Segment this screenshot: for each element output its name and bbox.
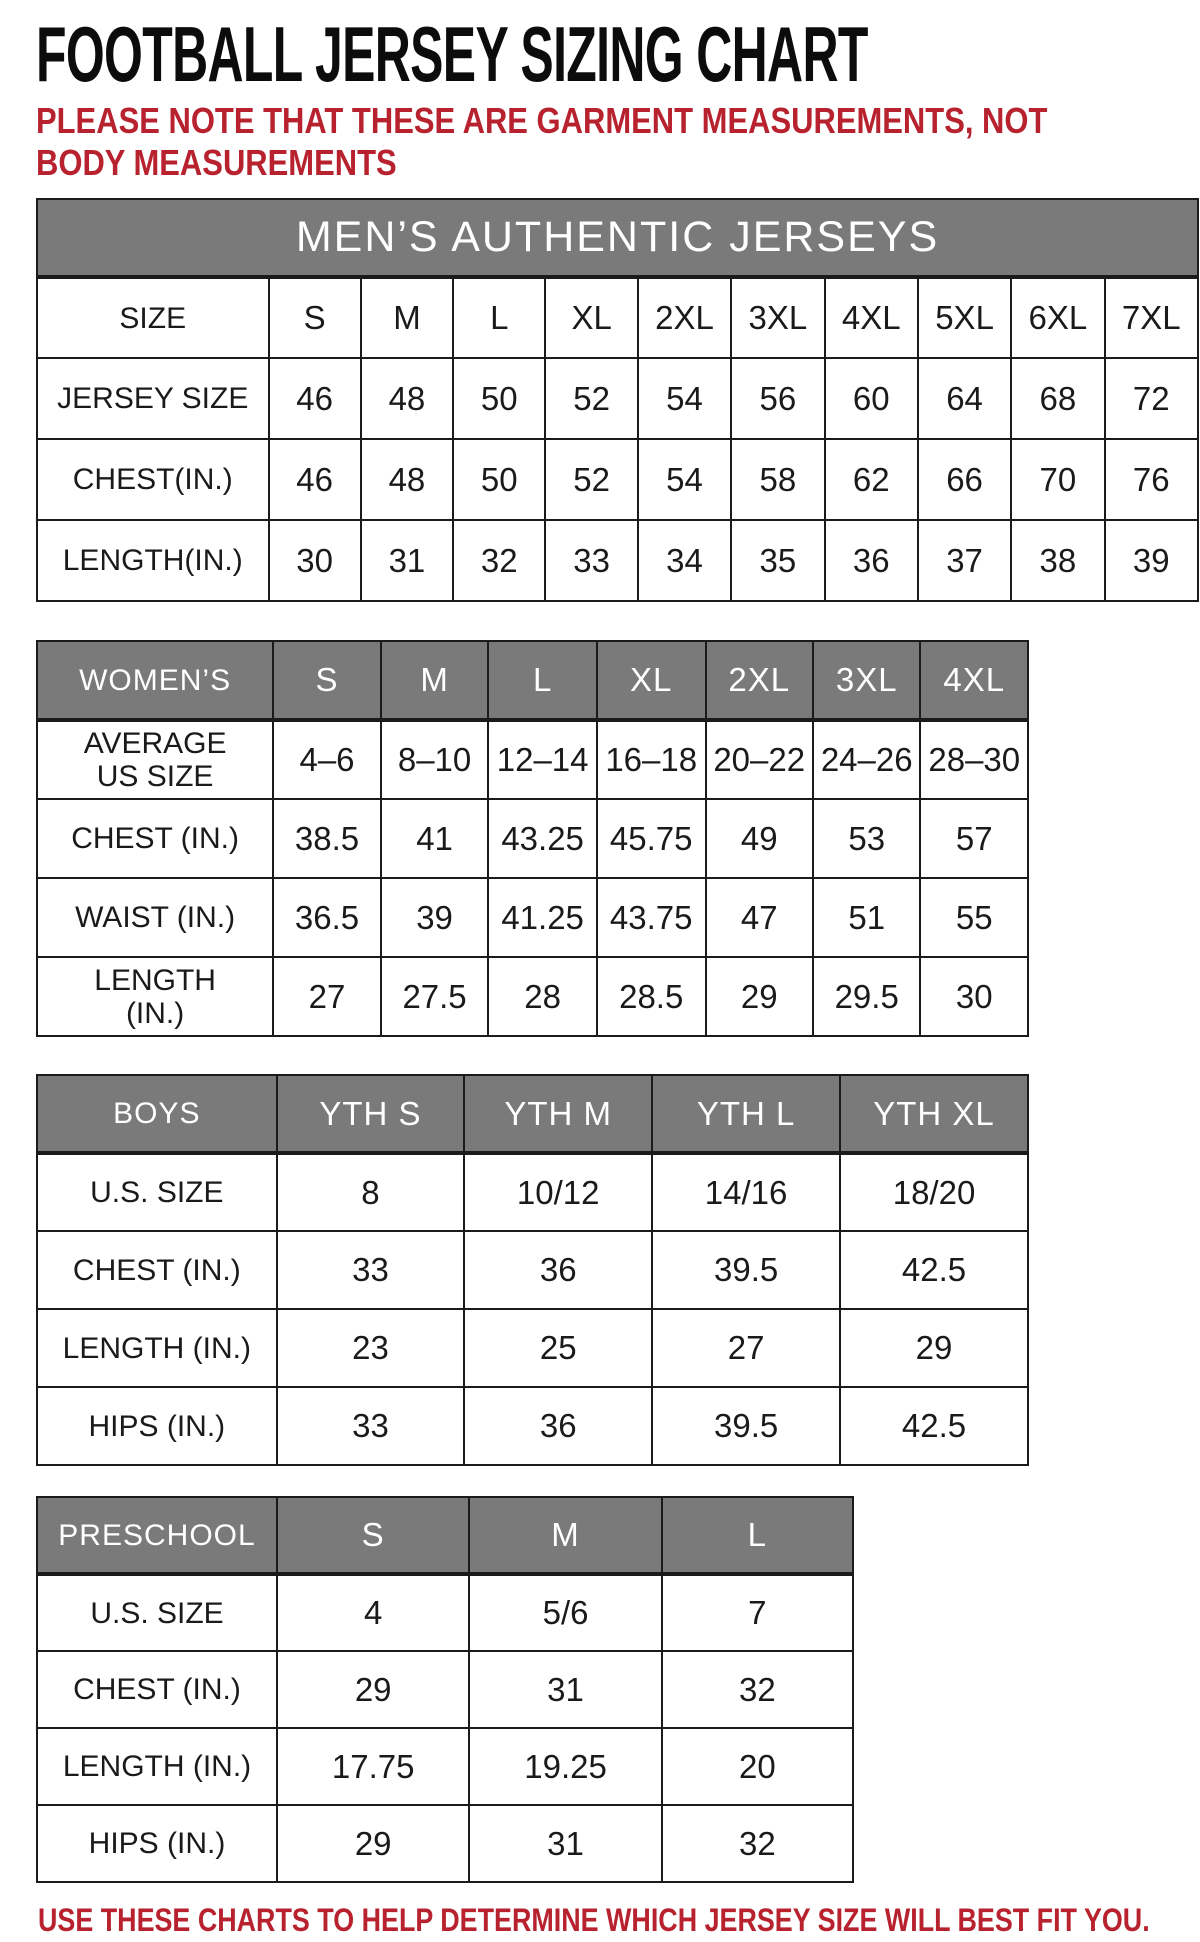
preschool-corner-header: PRESCHOOL [37,1497,277,1574]
size-value-cell: 38 [1011,520,1104,601]
footer-note: USE THESE CHARTS TO HELP DETERMINE WHICH JERSEY SIZE WILL BEST FIT YOU. [38,1902,1150,1938]
page-title: FOOTBALL JERSEY SIZING CHART [36,10,868,98]
size-value-cell: 30 [920,957,1028,1036]
table-row [37,1153,1028,1231]
size-value-cell: 4 [277,1574,469,1651]
row-label: AVERAGE US SIZE [37,720,273,799]
table-row [37,1387,1028,1465]
size-value-cell: 39 [1105,520,1198,601]
size-value-cell: 33 [277,1387,465,1465]
size-value-cell: 29 [840,1309,1028,1387]
size-value-cell: 5/6 [469,1574,661,1651]
size-value-cell: 64 [918,358,1011,439]
row-label: HIPS (IN.) [37,1805,277,1882]
size-value-cell: 8–10 [381,720,489,799]
size-value-cell: 49 [706,799,813,878]
size-value-cell: 48 [361,439,453,520]
size-value-cell: 35 [731,520,824,601]
size-value-cell: 28–30 [920,720,1028,799]
size-value-cell: 56 [731,358,824,439]
size-value-cell: 10/12 [464,1153,652,1231]
size-value-cell: 60 [825,358,918,439]
row-label: U.S. SIZE [37,1153,277,1231]
size-value-cell: 43.25 [488,799,597,878]
mens-sizing-table [36,198,1199,602]
size-column-header: YTH L [652,1075,840,1153]
size-column-header: S [273,641,381,720]
size-value-cell: 29 [277,1805,469,1882]
row-label: CHEST (IN.) [37,1651,277,1728]
size-value-cell: 28 [488,957,597,1036]
size-value-cell: 31 [469,1805,661,1882]
table-row [37,720,1028,799]
size-value-cell: 19.25 [469,1728,661,1805]
size-value-cell: 45.75 [597,799,706,878]
size-value-cell: 51 [813,878,921,957]
size-value-cell: 27.5 [381,957,489,1036]
row-label: LENGTH (IN.) [37,1728,277,1805]
size-column-header: S [277,1497,469,1574]
size-value-cell: 53 [813,799,921,878]
row-label: CHEST(IN.) [37,439,269,520]
size-column-header: 2XL [706,641,813,720]
size-value-cell: 76 [1105,439,1198,520]
size-value-cell: 20–22 [706,720,813,799]
size-value-cell: 36 [464,1387,652,1465]
size-value-cell: 39 [381,878,489,957]
size-column-header: 3XL [813,641,921,720]
size-value-cell: 55 [920,878,1028,957]
row-label: LENGTH (IN.) [37,957,273,1036]
size-value-cell: 5XL [918,277,1011,358]
row-label: CHEST (IN.) [37,799,273,878]
table-row [37,878,1028,957]
boys-sizing-table [36,1074,1029,1466]
size-tables-container [36,198,1180,1883]
size-value-cell: 12–14 [488,720,597,799]
size-value-cell: 32 [662,1651,853,1728]
size-value-cell: M [361,277,453,358]
mens-table-banner: MEN’S AUTHENTIC JERSEYS [37,199,1198,277]
size-value-cell: 38.5 [273,799,381,878]
size-value-cell: 7 [662,1574,853,1651]
size-value-cell: 18/20 [840,1153,1028,1231]
size-value-cell: 52 [545,358,637,439]
table-row [37,358,1198,439]
size-value-cell: 30 [269,520,361,601]
size-value-cell: 3XL [731,277,824,358]
size-column-header: YTH M [464,1075,652,1153]
table-row [37,957,1028,1036]
size-value-cell: 29.5 [813,957,921,1036]
size-value-cell: 47 [706,878,813,957]
boys-corner-header: BOYS [37,1075,277,1153]
size-value-cell: 33 [545,520,637,601]
table-row [37,1651,853,1728]
size-value-cell: 50 [453,358,545,439]
size-value-cell: 31 [469,1651,661,1728]
table-row [37,277,1198,358]
row-label: JERSEY SIZE [37,358,269,439]
table-row [37,1574,853,1651]
size-value-cell: 36.5 [273,878,381,957]
size-value-cell: 36 [825,520,918,601]
size-value-cell: 39.5 [652,1387,840,1465]
size-column-header: YTH XL [840,1075,1028,1153]
size-value-cell: 57 [920,799,1028,878]
table-header-row [37,641,1028,720]
row-label: LENGTH(IN.) [37,520,269,601]
size-value-cell: XL [545,277,637,358]
table-row [37,1728,853,1805]
size-value-cell: 32 [453,520,545,601]
size-value-cell: 27 [652,1309,840,1387]
size-value-cell: L [453,277,545,358]
size-column-header: L [662,1497,853,1574]
size-value-cell: 43.75 [597,878,706,957]
size-column-header: YTH S [277,1075,465,1153]
size-value-cell: 50 [453,439,545,520]
row-label: SIZE [37,277,269,358]
size-value-cell: 25 [464,1309,652,1387]
size-value-cell: 17.75 [277,1728,469,1805]
row-label: CHEST (IN.) [37,1231,277,1309]
size-column-header: M [469,1497,661,1574]
size-value-cell: 58 [731,439,824,520]
table-banner-row [37,199,1198,277]
row-label: U.S. SIZE [37,1574,277,1651]
size-value-cell: 23 [277,1309,465,1387]
size-value-cell: 42.5 [840,1387,1028,1465]
size-value-cell: 2XL [638,277,731,358]
size-value-cell: 66 [918,439,1011,520]
size-value-cell: 29 [706,957,813,1036]
size-value-cell: 39.5 [652,1231,840,1309]
size-value-cell: S [269,277,361,358]
size-value-cell: 36 [464,1231,652,1309]
size-value-cell: 8 [277,1153,465,1231]
garment-measurements-note: PLEASE NOTE THAT THESE ARE GARMENT MEASUREMENTS, NOT BODY MEASUREMENTS [36,100,1048,183]
table-row [37,1231,1028,1309]
table-row [37,520,1198,601]
size-value-cell: 28.5 [597,957,706,1036]
size-value-cell: 4–6 [273,720,381,799]
size-column-header: 4XL [920,641,1028,720]
size-value-cell: 7XL [1105,277,1198,358]
size-value-cell: 42.5 [840,1231,1028,1309]
womens-corner-header: WOMEN’S [37,641,273,720]
size-value-cell: 27 [273,957,381,1036]
size-value-cell: 37 [918,520,1011,601]
preschool-sizing-table [36,1496,854,1883]
size-value-cell: 70 [1011,439,1104,520]
size-value-cell: 16–18 [597,720,706,799]
size-value-cell: 6XL [1011,277,1104,358]
size-value-cell: 33 [277,1231,465,1309]
table-row [37,1309,1028,1387]
size-value-cell: 72 [1105,358,1198,439]
size-value-cell: 54 [638,439,731,520]
size-value-cell: 24–26 [813,720,921,799]
table-header-row [37,1075,1028,1153]
size-value-cell: 68 [1011,358,1104,439]
size-value-cell: 4XL [825,277,918,358]
row-label: HIPS (IN.) [37,1387,277,1465]
size-value-cell: 32 [662,1805,853,1882]
size-value-cell: 46 [269,358,361,439]
size-value-cell: 48 [361,358,453,439]
size-column-header: M [381,641,489,720]
size-value-cell: 41.25 [488,878,597,957]
size-value-cell: 54 [638,358,731,439]
size-value-cell: 46 [269,439,361,520]
size-value-cell: 41 [381,799,489,878]
row-label: LENGTH (IN.) [37,1309,277,1387]
womens-sizing-table [36,640,1029,1037]
row-label: WAIST (IN.) [37,878,273,957]
table-row [37,799,1028,878]
size-value-cell: 52 [545,439,637,520]
size-value-cell: 29 [277,1651,469,1728]
size-value-cell: 14/16 [652,1153,840,1231]
size-value-cell: 31 [361,520,453,601]
table-row [37,439,1198,520]
table-row [37,1805,853,1882]
size-value-cell: 62 [825,439,918,520]
size-column-header: XL [597,641,706,720]
size-value-cell: 34 [638,520,731,601]
size-value-cell: 20 [662,1728,853,1805]
size-column-header: L [488,641,597,720]
table-header-row [37,1497,853,1574]
